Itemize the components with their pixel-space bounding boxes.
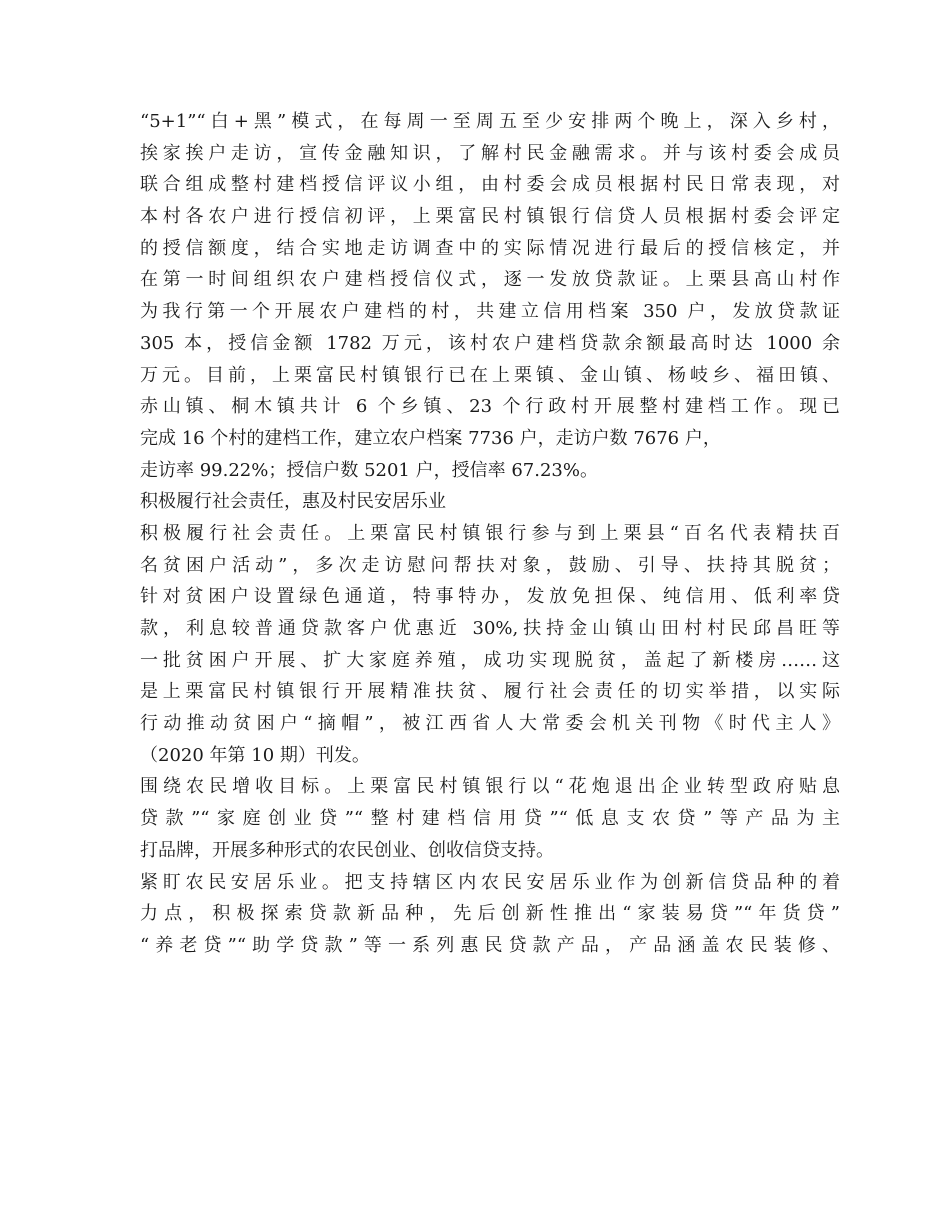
document-body <box>140 106 840 962</box>
text-line: 一批贫困户开展、扩大家庭养殖，成功实现脱贫，盖起了新楼房……这 <box>140 649 840 671</box>
text-line: “养老贷”“助学贷款”等一系列惠民贷款产品，产品涵盖农民装修、 <box>140 934 840 956</box>
text-line: 力点，积极探索贷款新品种，先后创新性推出“家装易贷”“年货贷” <box>140 903 840 925</box>
text-line: 针对贫困户设置绿色通道，特事特办，发放免担保、纯信用、低利率贷 <box>140 586 840 608</box>
text-line: 为我行第一个开展农户建档的村，共建立信用档案 350 户，发放贷款证 <box>140 301 840 323</box>
text-line: 打品牌，开展多种形式的农民创业、创收信贷支持。 <box>140 839 554 861</box>
text-line: （2020 年第 10 期）刊发。 <box>140 744 370 766</box>
text-line: 紧盯农民安居乐业。把支持辖区内农民安居乐业作为创新信贷品种的着 <box>140 871 840 893</box>
text-line: 行动推动贫困户“摘帽”，被江西省人大常委会机关刊物《时代主人》 <box>140 713 840 735</box>
text-line: 走访率 99.22%；授信户数 5201 户，授信率 67.23%。 <box>140 459 598 481</box>
text-line: 名贫困户活动”，多次走访慰问帮扶对象，鼓励、引导、扶持其脱贫； <box>140 554 840 576</box>
text-line: 积极履行社会责任。上栗富民村镇银行参与到上栗县“百名代表精扶百 <box>140 522 840 544</box>
text-line: 万元。目前，上栗富民村镇银行已在上栗镇、金山镇、杨岐乡、福田镇、 <box>140 364 840 386</box>
text-line: 围绕农民增收目标。上栗富民村镇银行以“花炮退出企业转型政府贴息 <box>140 776 840 798</box>
text-line: 赤山镇、桐木镇共计 6 个乡镇、23 个行政村开展整村建档工作。现已 <box>140 396 840 418</box>
text-line: 是上栗富民村镇银行开展精准扶贫、履行社会责任的切实举措，以实际 <box>140 681 840 703</box>
text-line: “5+1”“白+黑”模式，在每周一至周五至少安排两个晚上，深入乡村， <box>140 111 840 132</box>
text-line: 本村各农户进行授信初评，上栗富民村镇银行信贷人员根据村委会评定 <box>140 206 840 228</box>
text-line: 完成 16 个村的建档工作，建立农户档案 7736 户，走访户数 7676 户， <box>140 427 721 449</box>
text-line: 的授信额度，结合实地走访调查中的实际情况进行最后的授信核定，并 <box>140 237 840 259</box>
text-line: 联合组成整村建档授信评议小组，由村委会成员根据村民日常表现，对 <box>140 174 840 196</box>
text-line: 在第一时间组织农户建档授信仪式，逐一发放贷款证。上栗县高山村作 <box>140 269 840 291</box>
text-line: 积极履行社会责任，惠及村民安居乐业 <box>140 491 446 513</box>
text-line: 款，利息较普通贷款客户优惠近 30%,扶持金山镇山田村村民邱昌旺等 <box>140 618 840 639</box>
text-line: 挨家挨户走访，宣传金融知识，了解村民金融需求。并与该村委会成员 <box>140 142 840 164</box>
text-line: 305 本，授信金额 1782 万元，该村农户建档贷款余额最高时达 1000 余 <box>140 332 840 354</box>
text-line: 贷款”“家庭创业贷”“整村建档信用贷”“低息支农贷”等产品为主 <box>140 808 840 830</box>
